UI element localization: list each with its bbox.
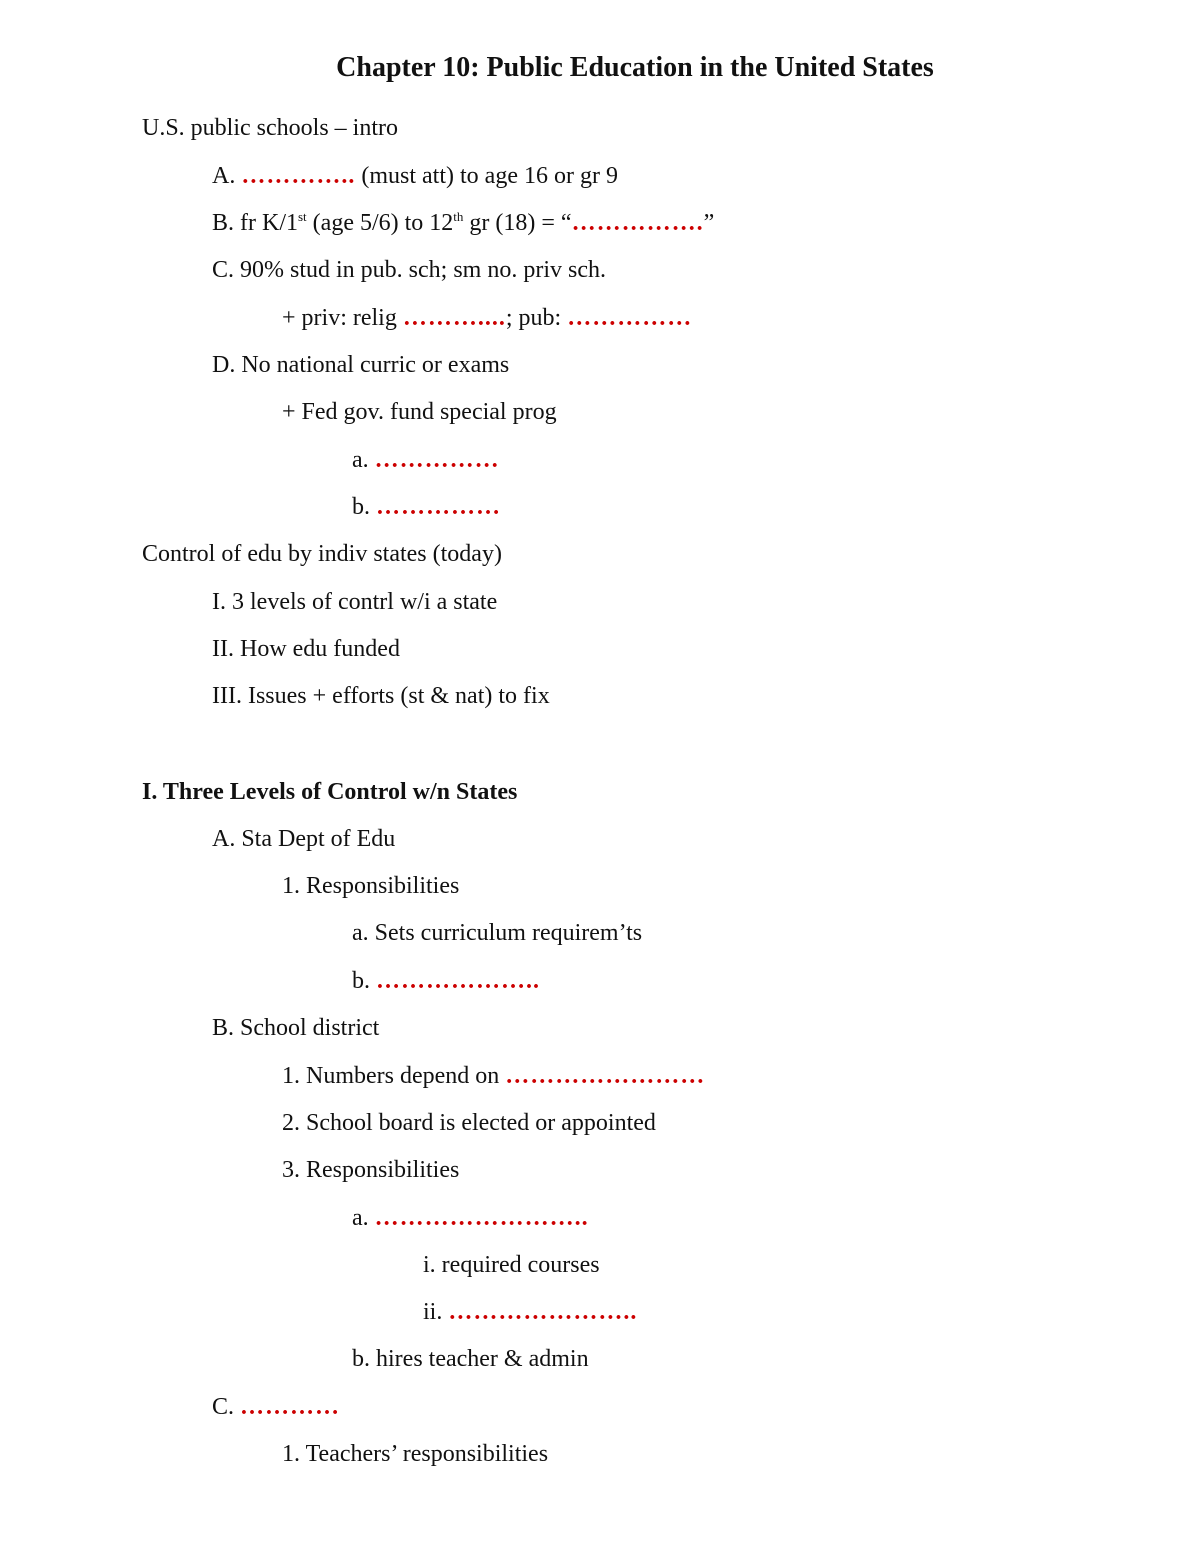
section-item-b-3-b: b. hires teacher & admin bbox=[352, 1346, 589, 1372]
fill-in-blank: ……….... bbox=[402, 305, 506, 331]
item-text: (must att) to age 16 or gr 9 bbox=[355, 163, 618, 189]
item-label: a. bbox=[352, 1205, 375, 1231]
section-heading: I. Three Levels of Control w/n States bbox=[142, 779, 518, 805]
item-text: gr (18) = “ bbox=[463, 210, 572, 236]
item-label: a. bbox=[352, 447, 375, 473]
fill-in-blank: ……………. bbox=[571, 210, 704, 236]
item-text: 1. Numbers depend on bbox=[282, 1063, 506, 1089]
section-item-a-1-b bbox=[352, 965, 540, 997]
item-text: ” bbox=[703, 210, 715, 236]
intro-item-c-sub bbox=[282, 302, 692, 334]
intro-item-a bbox=[212, 160, 618, 192]
fill-in-blank: ………… bbox=[240, 1394, 341, 1420]
control-item: I. 3 levels of contrl w/i a state bbox=[212, 589, 498, 615]
section-item-b-1 bbox=[282, 1060, 705, 1092]
item-text: B. fr K/1 bbox=[212, 210, 298, 236]
intro-item-d-b bbox=[352, 491, 501, 523]
intro-item-b bbox=[212, 207, 714, 239]
section-item-a: A. Sta Dept of Edu bbox=[212, 826, 396, 852]
superscript: st bbox=[298, 209, 307, 224]
item-text: (age 5/6) to 12 bbox=[306, 210, 454, 236]
intro-item-c: C. 90% stud in pub. sch; sm no. priv sch. bbox=[212, 257, 606, 283]
item-label: C. bbox=[212, 1394, 241, 1420]
section-item-b: B. School district bbox=[212, 1015, 380, 1041]
fill-in-blank: …………… bbox=[376, 494, 501, 520]
superscript: th bbox=[453, 209, 464, 224]
item-label: b. bbox=[352, 494, 376, 520]
item-label: ii. bbox=[423, 1299, 449, 1325]
fill-in-blank: ………….. bbox=[241, 163, 356, 189]
intro-heading: U.S. public schools – intro bbox=[142, 115, 398, 141]
item-text: ; pub: bbox=[505, 305, 568, 331]
page-title: Chapter 10: Public Education in the United States bbox=[336, 52, 934, 83]
section-item-b-3-a-i: i. required courses bbox=[423, 1252, 600, 1278]
section-item-b-3-a bbox=[352, 1202, 589, 1234]
fill-in-blank: ………………….. bbox=[448, 1299, 638, 1325]
fill-in-blank: ……………….. bbox=[376, 968, 540, 994]
control-item: II. How edu funded bbox=[212, 636, 400, 662]
intro-item-d: D. No national curric or exams bbox=[212, 352, 510, 378]
intro-item-d-a bbox=[352, 444, 500, 476]
control-heading: Control of edu by indiv states (today) bbox=[142, 541, 502, 567]
item-label: b. bbox=[352, 968, 376, 994]
section-item-c-1: 1. Teachers’ responsibilities bbox=[282, 1441, 549, 1467]
section-item-c bbox=[212, 1391, 340, 1423]
section-item-a-1: 1. Responsibilities bbox=[282, 873, 460, 899]
fill-in-blank: …………………….. bbox=[374, 1205, 589, 1231]
intro-item-d-sub: + Fed gov. fund special prog bbox=[282, 399, 557, 425]
section-item-b-2: 2. School board is elected or appointed bbox=[282, 1110, 656, 1136]
fill-in-blank: …………… bbox=[374, 447, 500, 473]
fill-in-blank: …………………… bbox=[505, 1063, 706, 1089]
section-item-a-1-a: a. Sets curriculum requirem’ts bbox=[352, 920, 643, 946]
item-label: A. bbox=[212, 163, 242, 189]
item-text: + priv: relig bbox=[282, 305, 403, 331]
fill-in-blank: …………… bbox=[567, 305, 693, 331]
control-item: III. Issues + efforts (st & nat) to fix bbox=[212, 683, 550, 709]
section-item-b-3-a-ii bbox=[423, 1296, 637, 1328]
section-item-b-3: 3. Responsibilities bbox=[282, 1157, 460, 1183]
